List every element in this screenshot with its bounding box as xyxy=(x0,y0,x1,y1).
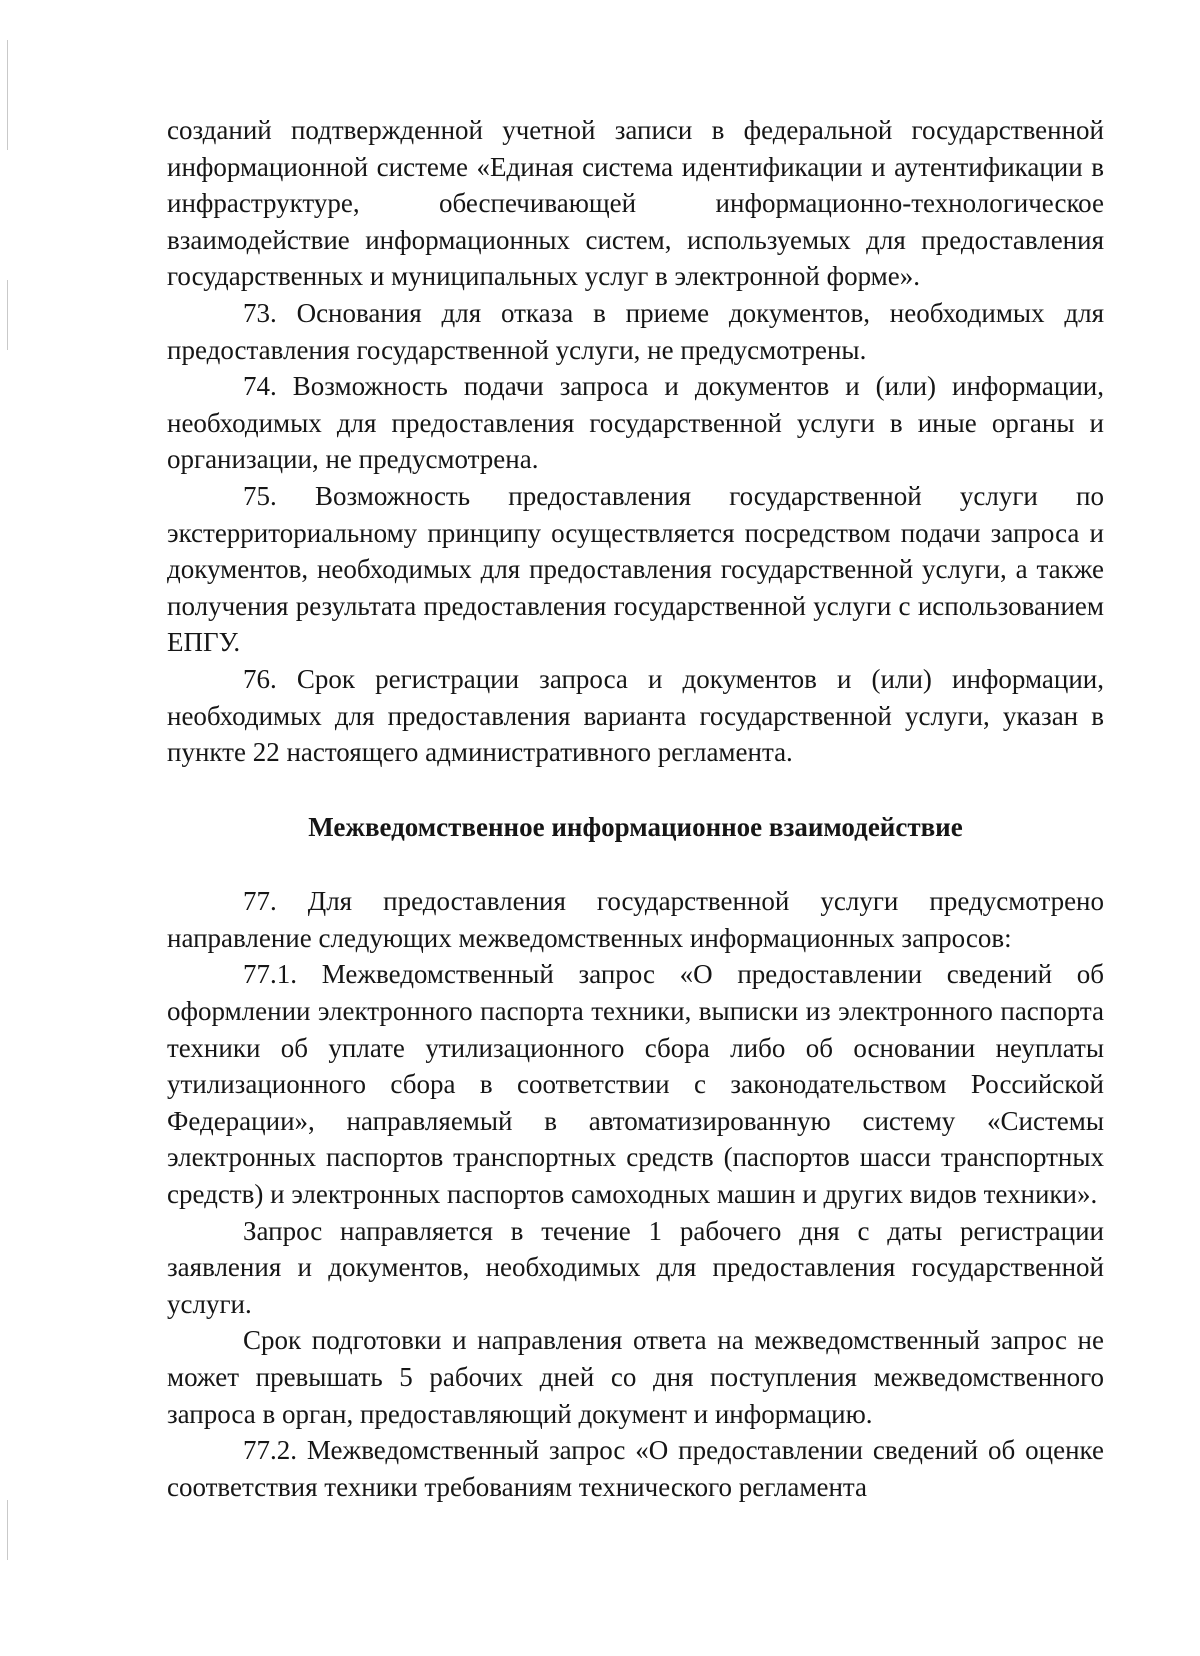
section-heading: Межведомственное информационное взаимодействие xyxy=(308,811,963,842)
document-text xyxy=(167,112,1104,1505)
paragraph-continuation: созданий подтвержденной учетной записи в федеральной государственной информационной системе «Единая система идентификации и аутентификации в инфраструктуре, обеспечивающей информационно-технологическое взаимодействие информационных систем, используемых для предоставления государственных и муниципальных услуг в электронной форме». xyxy=(167,115,1104,292)
paragraph-77-1: 77.1. Межведомственный запрос «О предоставлении сведений об оформлении электронного паспорта техники, выписки из электронного паспорта техники об уплате утилизационного сбора либо об основании неуплаты утилизационного сбора в соответствии с законодательством Российской Федерации», направляемый в автоматизированную систему «Системы электронных паспортов транспортных средств (паспортов шасси транспортных средств) и электронных паспортов самоходных машин и других видов техники». xyxy=(167,959,1104,1210)
paragraph-request-timing: Запрос направляется в течение 1 рабочего дня с даты регистрации заявления и документов, необходимых для предоставления государственной услуги. xyxy=(167,1215,1104,1319)
paragraph-76: 76. Срок регистрации запроса и документов и (или) информации, необходимых для предоставления варианта государственной услуги, указан в пункте 22 настоящего административного регламента. xyxy=(167,663,1104,768)
scan-edge-line xyxy=(7,40,8,150)
paragraph-74: 74. Возможность подачи запроса и документов и (или) информации, необходимых для предоставления государственной услуги в иные органы и организации, не предусмотрена. xyxy=(167,371,1104,475)
paragraph-73: 73. Основания для отказа в приеме документов, необходимых для предоставления государственной услуги, не предусмотрены. xyxy=(167,297,1104,365)
paragraph-77: 77. Для предоставления государственной услуги предусмотрено направление следующих межведомственных информационных запросов: xyxy=(167,886,1104,953)
scan-edge-line xyxy=(7,1500,8,1560)
paragraph-77-2: 77.2. Межведомственный запрос «О предоставлении сведений об оценке соответствия техники требованиям технического регламента xyxy=(167,1435,1104,1502)
paragraph-response-deadline: Срок подготовки и направления ответа на межведомственный запрос не может превышать 5 рабочих дней со дня поступления межведомственного запроса в орган, предоставляющий документ и информацию. xyxy=(167,1325,1104,1429)
paragraph-75: 75. Возможность предоставления государственной услуги по экстерриториальному принципу осуществляется посредством подачи запроса и документов, необходимых для предоставления государственной услуги, а также получения результата предоставления государственной услуги с использованием ЕПГУ. xyxy=(167,480,1104,658)
scan-edge-line xyxy=(7,280,8,350)
